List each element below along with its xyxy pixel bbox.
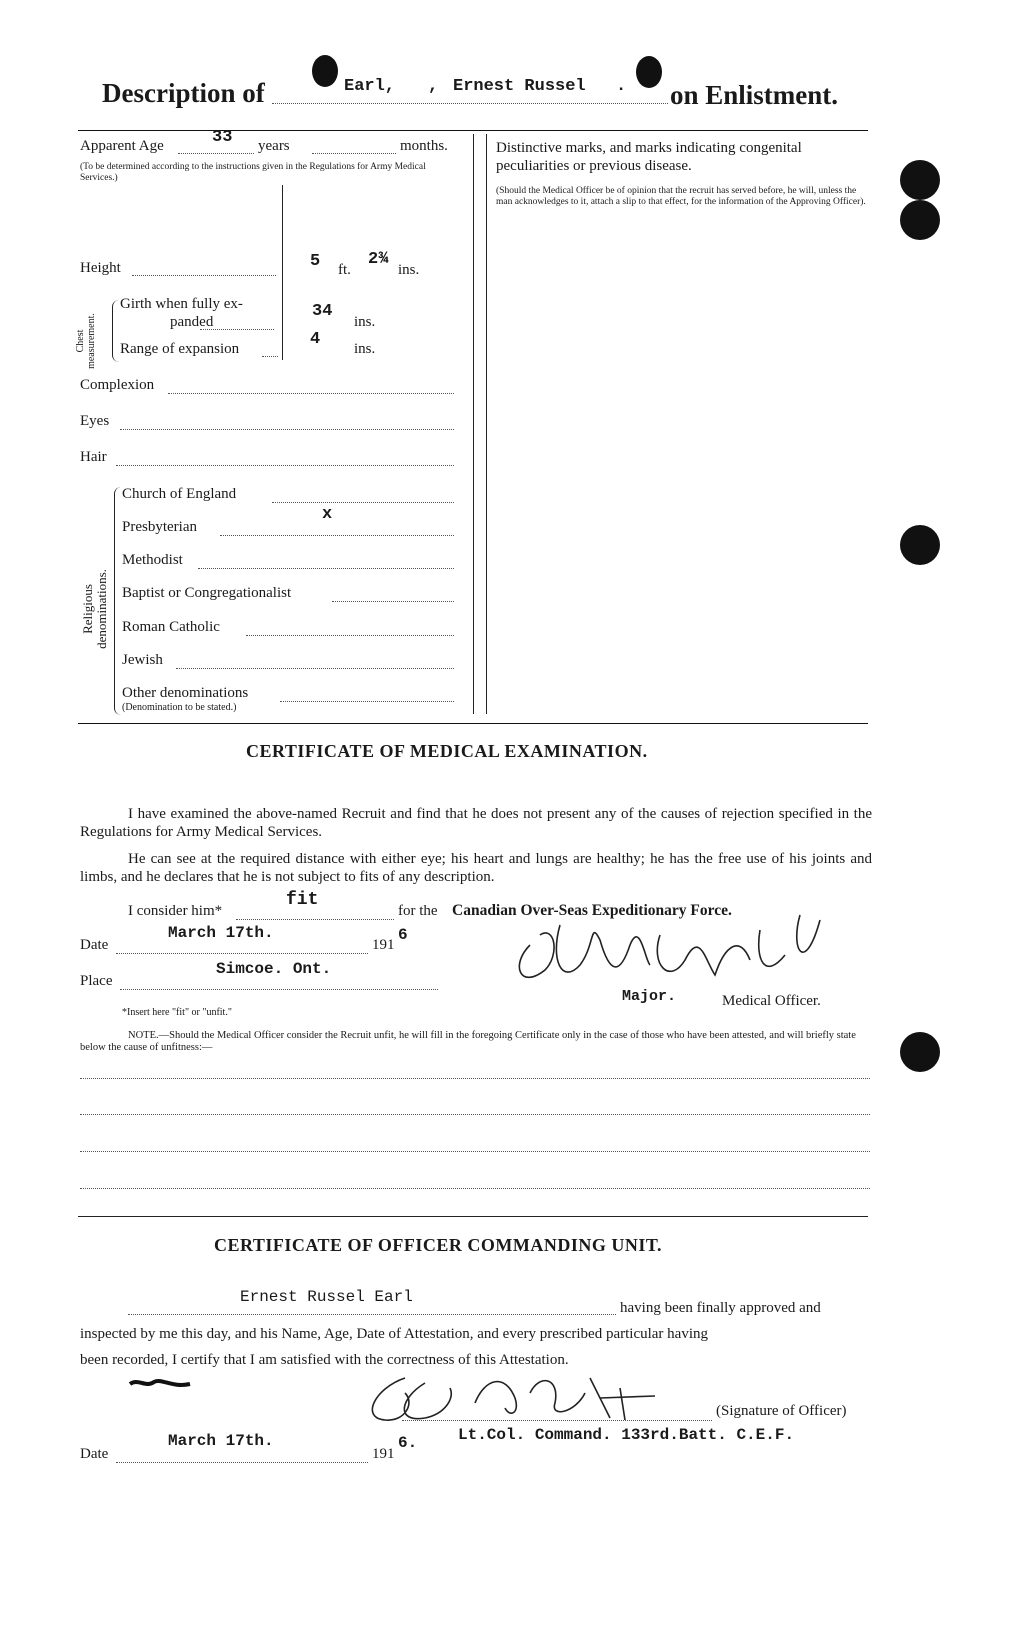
girth-line bbox=[200, 329, 274, 330]
complexion-label: Complexion bbox=[80, 377, 155, 393]
height-ft-label: ft. bbox=[338, 262, 351, 278]
header-given-names: Ernest Russel bbox=[453, 77, 586, 96]
years-label: years bbox=[258, 138, 290, 154]
commanding-heading: CERTIFICATE OF OFFICER COMMANDING UNIT. bbox=[214, 1235, 663, 1255]
consider-label: I consider him* bbox=[128, 903, 223, 919]
religion-brace bbox=[114, 487, 121, 715]
age-line bbox=[178, 153, 254, 154]
signature-line bbox=[402, 1420, 712, 1421]
consider-value: fit bbox=[286, 890, 319, 910]
commanding-name-value: Ernest Russel Earl bbox=[240, 1288, 413, 1306]
range-line bbox=[262, 356, 278, 357]
medical-para-2: He can see at the required distance with either eye; his heart and lungs are healthy; he has the free use of his joints and limbs, and he declares that he is not subject to fits of any description. bbox=[80, 851, 872, 885]
height-line bbox=[132, 275, 276, 276]
punch-hole bbox=[900, 160, 940, 200]
top-rule bbox=[78, 130, 868, 131]
height-ins-label: ins. bbox=[398, 262, 420, 278]
range-label: Range of expansion bbox=[120, 341, 240, 357]
apparent-age-value: 33 bbox=[212, 128, 233, 147]
commanding-date-line bbox=[116, 1462, 368, 1463]
height-inches: 2¾ bbox=[368, 250, 389, 269]
commanding-year-prefix: 191 bbox=[372, 1446, 395, 1462]
religion-item: Church of England bbox=[122, 486, 237, 502]
punch-hole bbox=[900, 1032, 940, 1072]
distinctive-note: (Should the Medical Officer be of opinion that the recruit has served before, he will, unless the man acknowledges to it, attach a slip to that effect, for the information of the Approving Officer). bbox=[496, 186, 866, 207]
unfit-line bbox=[80, 1188, 870, 1189]
religion-line bbox=[176, 668, 454, 669]
place-value: Simcoe. Ont. bbox=[216, 960, 332, 978]
range-unit: ins. bbox=[354, 341, 376, 357]
header-dot: . bbox=[616, 77, 627, 96]
religion-line bbox=[246, 635, 454, 636]
religion-side-label: Religious denominations. bbox=[80, 569, 109, 649]
religion-line bbox=[220, 535, 454, 536]
eyes-line bbox=[120, 429, 454, 430]
chest-side-label: Chest measurement. bbox=[75, 313, 97, 369]
height-feet: 5 bbox=[310, 252, 321, 271]
medical-para-1: I have examined the above-named Recruit and find that he does not present any of the causes of rejection specified in the Regulations for Army Medical Services. bbox=[80, 806, 872, 840]
girth-value: 34 bbox=[312, 302, 333, 321]
header-surname: Earl, bbox=[344, 77, 396, 96]
place-line bbox=[120, 989, 438, 990]
hair-line bbox=[116, 465, 454, 466]
religion-item: Presbyterian bbox=[122, 519, 197, 535]
punch-hole bbox=[900, 200, 940, 240]
place-label: Place bbox=[80, 973, 113, 989]
religion-line bbox=[280, 701, 454, 702]
religion-item: Jewish bbox=[122, 652, 163, 668]
having-been-label: having been finally approved and bbox=[620, 1300, 821, 1316]
section-rule bbox=[78, 723, 868, 724]
ink-mark bbox=[128, 1374, 192, 1394]
other-denomination-note: (Denomination to be stated.) bbox=[122, 702, 237, 713]
chest-brace bbox=[112, 300, 119, 362]
medical-year-prefix: 191 bbox=[372, 937, 395, 953]
medical-date-line bbox=[116, 953, 368, 954]
religion-line bbox=[272, 502, 454, 503]
punch-hole bbox=[900, 525, 940, 565]
medical-heading: CERTIFICATE OF MEDICAL EXAMINATION. bbox=[246, 741, 648, 761]
girth-label-2: panded bbox=[170, 314, 214, 330]
punch-hole bbox=[312, 55, 338, 87]
complexion-line bbox=[168, 393, 454, 394]
age-instruction-note: (To be determined according to the instructions given in the Regulations for Army Medical Services.) bbox=[80, 162, 426, 183]
commanding-line-3: been recorded, I certify that I am satisfied with the correctness of this Attestation. bbox=[80, 1352, 569, 1368]
religion-item: Baptist or Congregationalist bbox=[122, 585, 292, 601]
column-divider bbox=[486, 134, 487, 714]
medical-date-value: March 17th. bbox=[168, 924, 274, 942]
header-comma: , bbox=[428, 77, 439, 96]
apparent-age-label: Apparent Age bbox=[80, 138, 164, 154]
religion-item: Other denominations bbox=[122, 685, 249, 701]
medical-officer-label: Medical Officer. bbox=[722, 993, 821, 1009]
column-divider bbox=[473, 134, 474, 714]
religion-mark: x bbox=[322, 505, 333, 524]
commanding-date-label: Date bbox=[80, 1446, 109, 1462]
months-label: months. bbox=[400, 138, 448, 154]
height-label: Height bbox=[80, 260, 121, 276]
girth-unit: ins. bbox=[354, 314, 376, 330]
medical-officer-signature bbox=[500, 905, 830, 995]
girth-label-1: Girth when fully ex- bbox=[120, 296, 243, 312]
distinctive-title-2: peculiarities or previous disease. bbox=[496, 158, 692, 174]
unfit-note: NOTE.—Should the Medical Officer consider the Recruit unfit, he will fill in the foregoing Certificate only in the case of those who have been attested, and will briefly state below the cause of unfitness:— bbox=[80, 1030, 856, 1053]
force-label: Canadian Over-Seas Expeditionary Force. bbox=[452, 902, 732, 919]
religion-item: Methodist bbox=[122, 552, 183, 568]
header-name-line bbox=[272, 103, 668, 104]
religion-line bbox=[332, 601, 454, 602]
unfit-line bbox=[80, 1078, 870, 1079]
section-rule bbox=[78, 1216, 868, 1217]
eyes-label: Eyes bbox=[80, 413, 110, 429]
punch-hole bbox=[636, 56, 662, 88]
age-divider bbox=[282, 185, 283, 360]
for-the-label: for the bbox=[398, 903, 438, 919]
religion-item: Roman Catholic bbox=[122, 619, 220, 635]
distinctive-title-1: Distinctive marks, and marks indicating congenital bbox=[496, 140, 802, 156]
commanding-line-2: inspected by me this day, and his Name, Age, Date of Attestation, and every prescribed particular having bbox=[80, 1326, 709, 1342]
religion-line bbox=[198, 568, 454, 569]
medical-date-label: Date bbox=[80, 937, 109, 953]
commanding-year-suffix: 6. bbox=[398, 1434, 418, 1452]
unfit-line bbox=[80, 1114, 870, 1115]
medical-rank: Major. bbox=[622, 988, 677, 1005]
signature-label: (Signature of Officer) bbox=[716, 1403, 847, 1419]
range-value: 4 bbox=[310, 330, 321, 349]
commanding-name-line bbox=[128, 1314, 616, 1315]
months-line bbox=[312, 153, 396, 154]
hair-label: Hair bbox=[80, 449, 107, 465]
unfit-line bbox=[80, 1151, 870, 1152]
commanding-date-value: March 17th. bbox=[168, 1432, 274, 1450]
header-title: Description of bbox=[102, 78, 265, 108]
medical-year-suffix: 6 bbox=[398, 926, 408, 944]
header-on-enlistment: on Enlistment. bbox=[670, 80, 839, 110]
insert-note: *Insert here "fit" or "unfit." bbox=[122, 1007, 232, 1018]
commanding-officer-title: Lt.Col. Command. 133rd.Batt. C.E.F. bbox=[458, 1426, 795, 1444]
consider-line bbox=[236, 919, 394, 920]
